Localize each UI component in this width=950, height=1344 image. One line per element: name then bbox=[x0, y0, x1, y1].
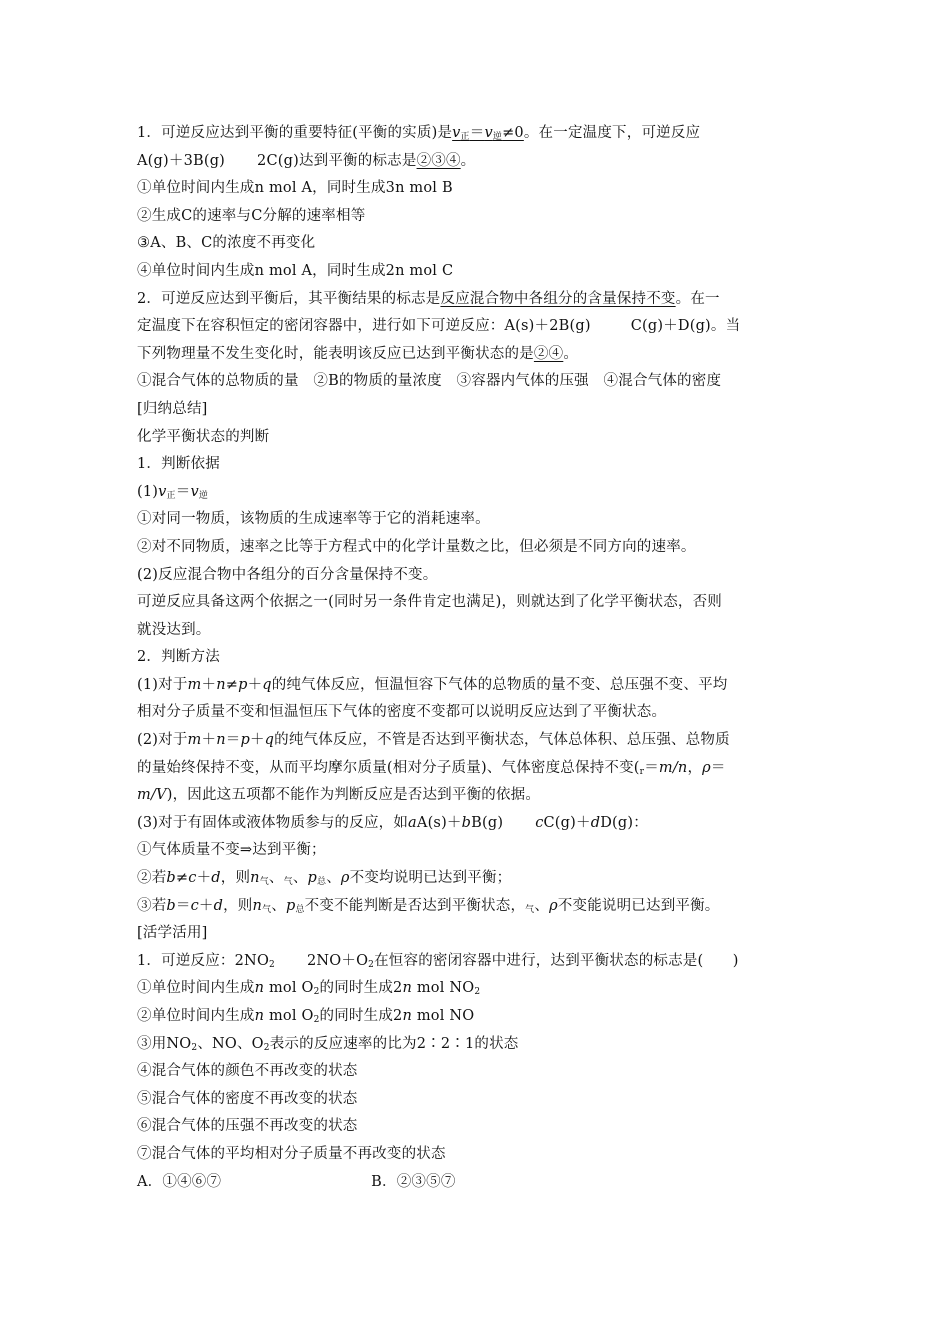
text: mol NO bbox=[412, 980, 475, 997]
text: p bbox=[238, 676, 248, 693]
criterion-line bbox=[137, 479, 817, 507]
text: )，因此这五项都不能作为判断反应是否达到平衡的依据。 bbox=[166, 787, 541, 804]
text: 1．可逆反应：2NO bbox=[137, 952, 270, 969]
answer-underline: 反应混合物中各组分的含量保持不变 bbox=[440, 290, 676, 307]
subscript: 逆 bbox=[198, 490, 209, 501]
text: 的纯气体反应，不管是否达到平衡状态，气体总体积、总压强、总物质 bbox=[274, 732, 730, 749]
body-line: 就没达到。 bbox=[137, 621, 211, 638]
option-line: ④混合气体的颜色不再改变的状态 bbox=[137, 1063, 358, 1080]
q1-line-2 bbox=[137, 148, 817, 176]
option-line: ②生成C的速率与C分解的速率相等 bbox=[137, 207, 366, 224]
text: 的量始终保持不变，从而平均摩尔质量(相对分子质量)、气体密度总保持不变( bbox=[137, 759, 640, 776]
option-line: ⑦混合气体的平均相对分子质量不再改变的状态 bbox=[137, 1145, 446, 1162]
subscript: 气 bbox=[525, 904, 535, 915]
text: ρ bbox=[340, 870, 350, 887]
subscript: 总 bbox=[317, 877, 327, 888]
section-heading: [归纳总结] bbox=[137, 400, 208, 417]
text: 的同时生成2 bbox=[319, 1008, 403, 1024]
text: 的纯气体反应，恒温恒容下气体的总物质的量不变、总压强不变、平均 bbox=[271, 676, 728, 693]
q1-line-1 bbox=[137, 120, 817, 148]
text: 、 bbox=[534, 897, 550, 914]
text: ＝ bbox=[225, 732, 241, 749]
text: 不变不能判断是否达到平衡状态， bbox=[304, 897, 526, 914]
text: m/V bbox=[137, 787, 167, 804]
text: ＝ bbox=[175, 897, 191, 914]
text: C(g)＋D(g)。当 bbox=[630, 318, 741, 335]
body-line bbox=[137, 782, 817, 810]
text: 、 bbox=[326, 870, 341, 887]
text: p bbox=[307, 870, 318, 887]
text: D(g)： bbox=[600, 814, 648, 831]
subscript: 2 bbox=[474, 987, 481, 998]
text: 不变均说明已达到平衡； bbox=[349, 870, 512, 887]
text: q bbox=[264, 732, 275, 749]
text: v bbox=[484, 125, 493, 141]
body-line: (2)反应混合物中各组分的百分含量保持不变。 bbox=[137, 566, 438, 583]
text: 2C(g)达到平衡的标志是 bbox=[257, 152, 417, 169]
text: b bbox=[461, 814, 472, 831]
text: n bbox=[216, 732, 226, 749]
text: ③若 bbox=[137, 897, 167, 914]
text: 、NO、O bbox=[197, 1035, 264, 1052]
text: 2NO＋O bbox=[306, 952, 369, 969]
section-title: 化学平衡状态的判断 bbox=[137, 428, 270, 445]
text: n bbox=[216, 676, 226, 693]
body-line bbox=[137, 755, 817, 783]
subscript: 2 bbox=[191, 1042, 198, 1053]
text: n bbox=[254, 1008, 265, 1024]
text: ≠ bbox=[225, 676, 239, 693]
text: ＝ bbox=[469, 125, 485, 141]
document-body bbox=[137, 120, 817, 1196]
text: v bbox=[158, 483, 167, 500]
subscript: 2 bbox=[263, 1042, 270, 1053]
option-line bbox=[137, 1031, 817, 1059]
method-line bbox=[137, 727, 817, 755]
body-line: ①对同一物质，该物质的生成速率等于它的消耗速率。 bbox=[137, 511, 490, 528]
q2-line-1 bbox=[137, 286, 817, 314]
text: d bbox=[213, 897, 224, 914]
text: n bbox=[254, 980, 265, 997]
subscript: 2 bbox=[368, 959, 375, 970]
option-line: ③A、B、C的浓度不再变化 bbox=[137, 235, 316, 252]
subscript: 2 bbox=[269, 959, 275, 970]
q2-line-2 bbox=[137, 313, 817, 341]
text: 在恒容的密闭容器中进行，达到平衡状态的标志是( ) bbox=[374, 952, 739, 969]
body-line bbox=[137, 893, 817, 921]
body-line bbox=[137, 865, 817, 893]
method-line bbox=[137, 810, 817, 838]
text: v bbox=[190, 483, 199, 500]
subheading: 1．判断依据 bbox=[137, 456, 220, 473]
answer-underline bbox=[452, 125, 524, 141]
choice-a: A．①④⑥⑦ bbox=[137, 1173, 222, 1190]
text: p bbox=[240, 732, 250, 749]
text: v bbox=[452, 125, 461, 141]
text: 。 bbox=[563, 345, 579, 362]
option-line: ①混合气体的总物质的量 ②B的物质的量浓度 ③容器内气体的压强 ④混合气体的密度 bbox=[137, 373, 722, 390]
text: 定温度下在容积恒定的密闭容器中，进行如下可逆反应：A(s)＋2B(g) bbox=[137, 318, 591, 335]
subheading: 2．判断方法 bbox=[137, 649, 220, 666]
text: m bbox=[187, 732, 202, 749]
text: 不变能说明已达到平衡。 bbox=[557, 897, 720, 914]
option-line bbox=[137, 975, 817, 1003]
text: 的同时生成2 bbox=[319, 980, 403, 997]
text: b bbox=[166, 897, 176, 914]
text: 2．可逆反应达到平衡后，其平衡结果的标志是 bbox=[137, 290, 441, 307]
text: ，则 bbox=[223, 897, 253, 914]
text: 表示的反应速率的比为2∶2∶1的状态 bbox=[269, 1035, 519, 1052]
method-line bbox=[137, 672, 817, 700]
text: ＝ bbox=[710, 759, 726, 776]
text: ③用NO bbox=[137, 1035, 192, 1052]
subscript: 正 bbox=[460, 132, 470, 142]
text: mol O bbox=[264, 1008, 314, 1024]
text: (1)对于 bbox=[137, 676, 188, 693]
text: ＝ bbox=[644, 759, 659, 776]
text: ，则 bbox=[220, 870, 251, 887]
text: ＋ bbox=[201, 732, 217, 749]
text: ρ bbox=[549, 897, 558, 914]
text: ＋ bbox=[196, 870, 212, 887]
text: 1．可逆反应达到平衡的重要特征(平衡的实质)是 bbox=[137, 125, 453, 141]
text: p bbox=[285, 897, 296, 914]
option-line: ①单位时间内生成n mol A，同时生成3n mol B bbox=[137, 180, 453, 197]
subscript: 气 bbox=[259, 877, 269, 888]
text: ＋ bbox=[198, 897, 214, 914]
section-heading: [活学活用] bbox=[137, 925, 208, 942]
text: c bbox=[190, 897, 199, 914]
text: 、 bbox=[292, 870, 308, 887]
text: ②若 bbox=[137, 870, 167, 887]
subscript: 气 bbox=[262, 904, 272, 915]
subscript: 2 bbox=[313, 987, 320, 998]
body-line: ①气体质量不变⇒达到平衡； bbox=[137, 842, 326, 859]
text: m/n bbox=[658, 759, 688, 776]
text: (2)对于 bbox=[137, 732, 188, 749]
text: ①单位时间内生成 bbox=[137, 980, 255, 997]
text: m bbox=[187, 676, 202, 693]
body-line: 可逆反应具备这两个依据之一(同时另一条件肯定也满足)，则就达到了化学平衡状态，否则 bbox=[137, 594, 723, 611]
text: n bbox=[250, 870, 260, 887]
text: n bbox=[402, 980, 413, 997]
text: (1) bbox=[137, 483, 159, 500]
text: 。 bbox=[460, 152, 476, 169]
text: b bbox=[166, 870, 176, 887]
q2-line-3 bbox=[137, 341, 817, 369]
subscript: 正 bbox=[166, 490, 176, 501]
text: ＋ bbox=[247, 676, 263, 693]
subscript: 总 bbox=[295, 904, 305, 915]
text: B(g) bbox=[471, 814, 504, 831]
text: q bbox=[262, 676, 272, 693]
text: 、 bbox=[268, 870, 284, 887]
option-line: ⑤混合气体的密度不再改变的状态 bbox=[137, 1090, 358, 1107]
option-line: ④单位时间内生成n mol A，同时生成2n mol C bbox=[137, 262, 454, 279]
body-line: ②对不同物质，速率之比等于方程式中的化学计量数之比，但必须是不同方向的速率。 bbox=[137, 538, 696, 555]
subscript: r bbox=[639, 766, 645, 777]
text: ≠0 bbox=[502, 125, 524, 141]
subscript: 逆 bbox=[492, 132, 503, 142]
text: ＋ bbox=[249, 732, 265, 749]
text: 。在一定温度下，可逆反应 bbox=[523, 125, 701, 141]
text: c bbox=[188, 870, 197, 887]
text: 、 bbox=[271, 897, 286, 914]
text: A(s)＋ bbox=[416, 814, 462, 831]
text: c bbox=[535, 814, 544, 831]
text: n bbox=[402, 1008, 413, 1024]
text: ②单位时间内生成 bbox=[137, 1008, 255, 1024]
text: d bbox=[590, 814, 601, 831]
question-line bbox=[137, 948, 817, 976]
option-line: ⑥混合气体的压强不再改变的状态 bbox=[137, 1118, 358, 1135]
text: d bbox=[211, 870, 221, 887]
text: mol NO bbox=[412, 1008, 475, 1024]
text: a bbox=[408, 814, 417, 831]
text: C(g)＋ bbox=[543, 814, 591, 831]
text: n bbox=[252, 897, 263, 914]
text: 。在一 bbox=[675, 290, 720, 307]
body-line: 相对分子质量不变和恒温恒压下气体的密度不变都可以说明反应达到了平衡状态。 bbox=[137, 704, 667, 721]
text: A(g)＋3B(g) bbox=[137, 152, 226, 169]
text: ＝ bbox=[175, 483, 191, 500]
answer-underline: ②③④ bbox=[416, 152, 461, 169]
subscript: 2 bbox=[313, 1015, 320, 1025]
subscript: 气 bbox=[283, 877, 293, 888]
answer-underline: ②④ bbox=[533, 345, 564, 362]
choice-b: B．②③⑤⑦ bbox=[371, 1173, 456, 1190]
option-line bbox=[137, 1003, 817, 1031]
text: (3)对于有固体或液体物质参与的反应，如 bbox=[137, 814, 409, 831]
text: ρ bbox=[702, 759, 711, 776]
text: mol O bbox=[264, 980, 314, 997]
choices-line bbox=[137, 1169, 817, 1197]
text: 下列物理量不发生变化时，能表明该反应已达到平衡状态的是 bbox=[137, 345, 534, 362]
text: ≠ bbox=[175, 870, 189, 887]
text: ＋ bbox=[201, 676, 217, 693]
text: ， bbox=[687, 759, 703, 776]
